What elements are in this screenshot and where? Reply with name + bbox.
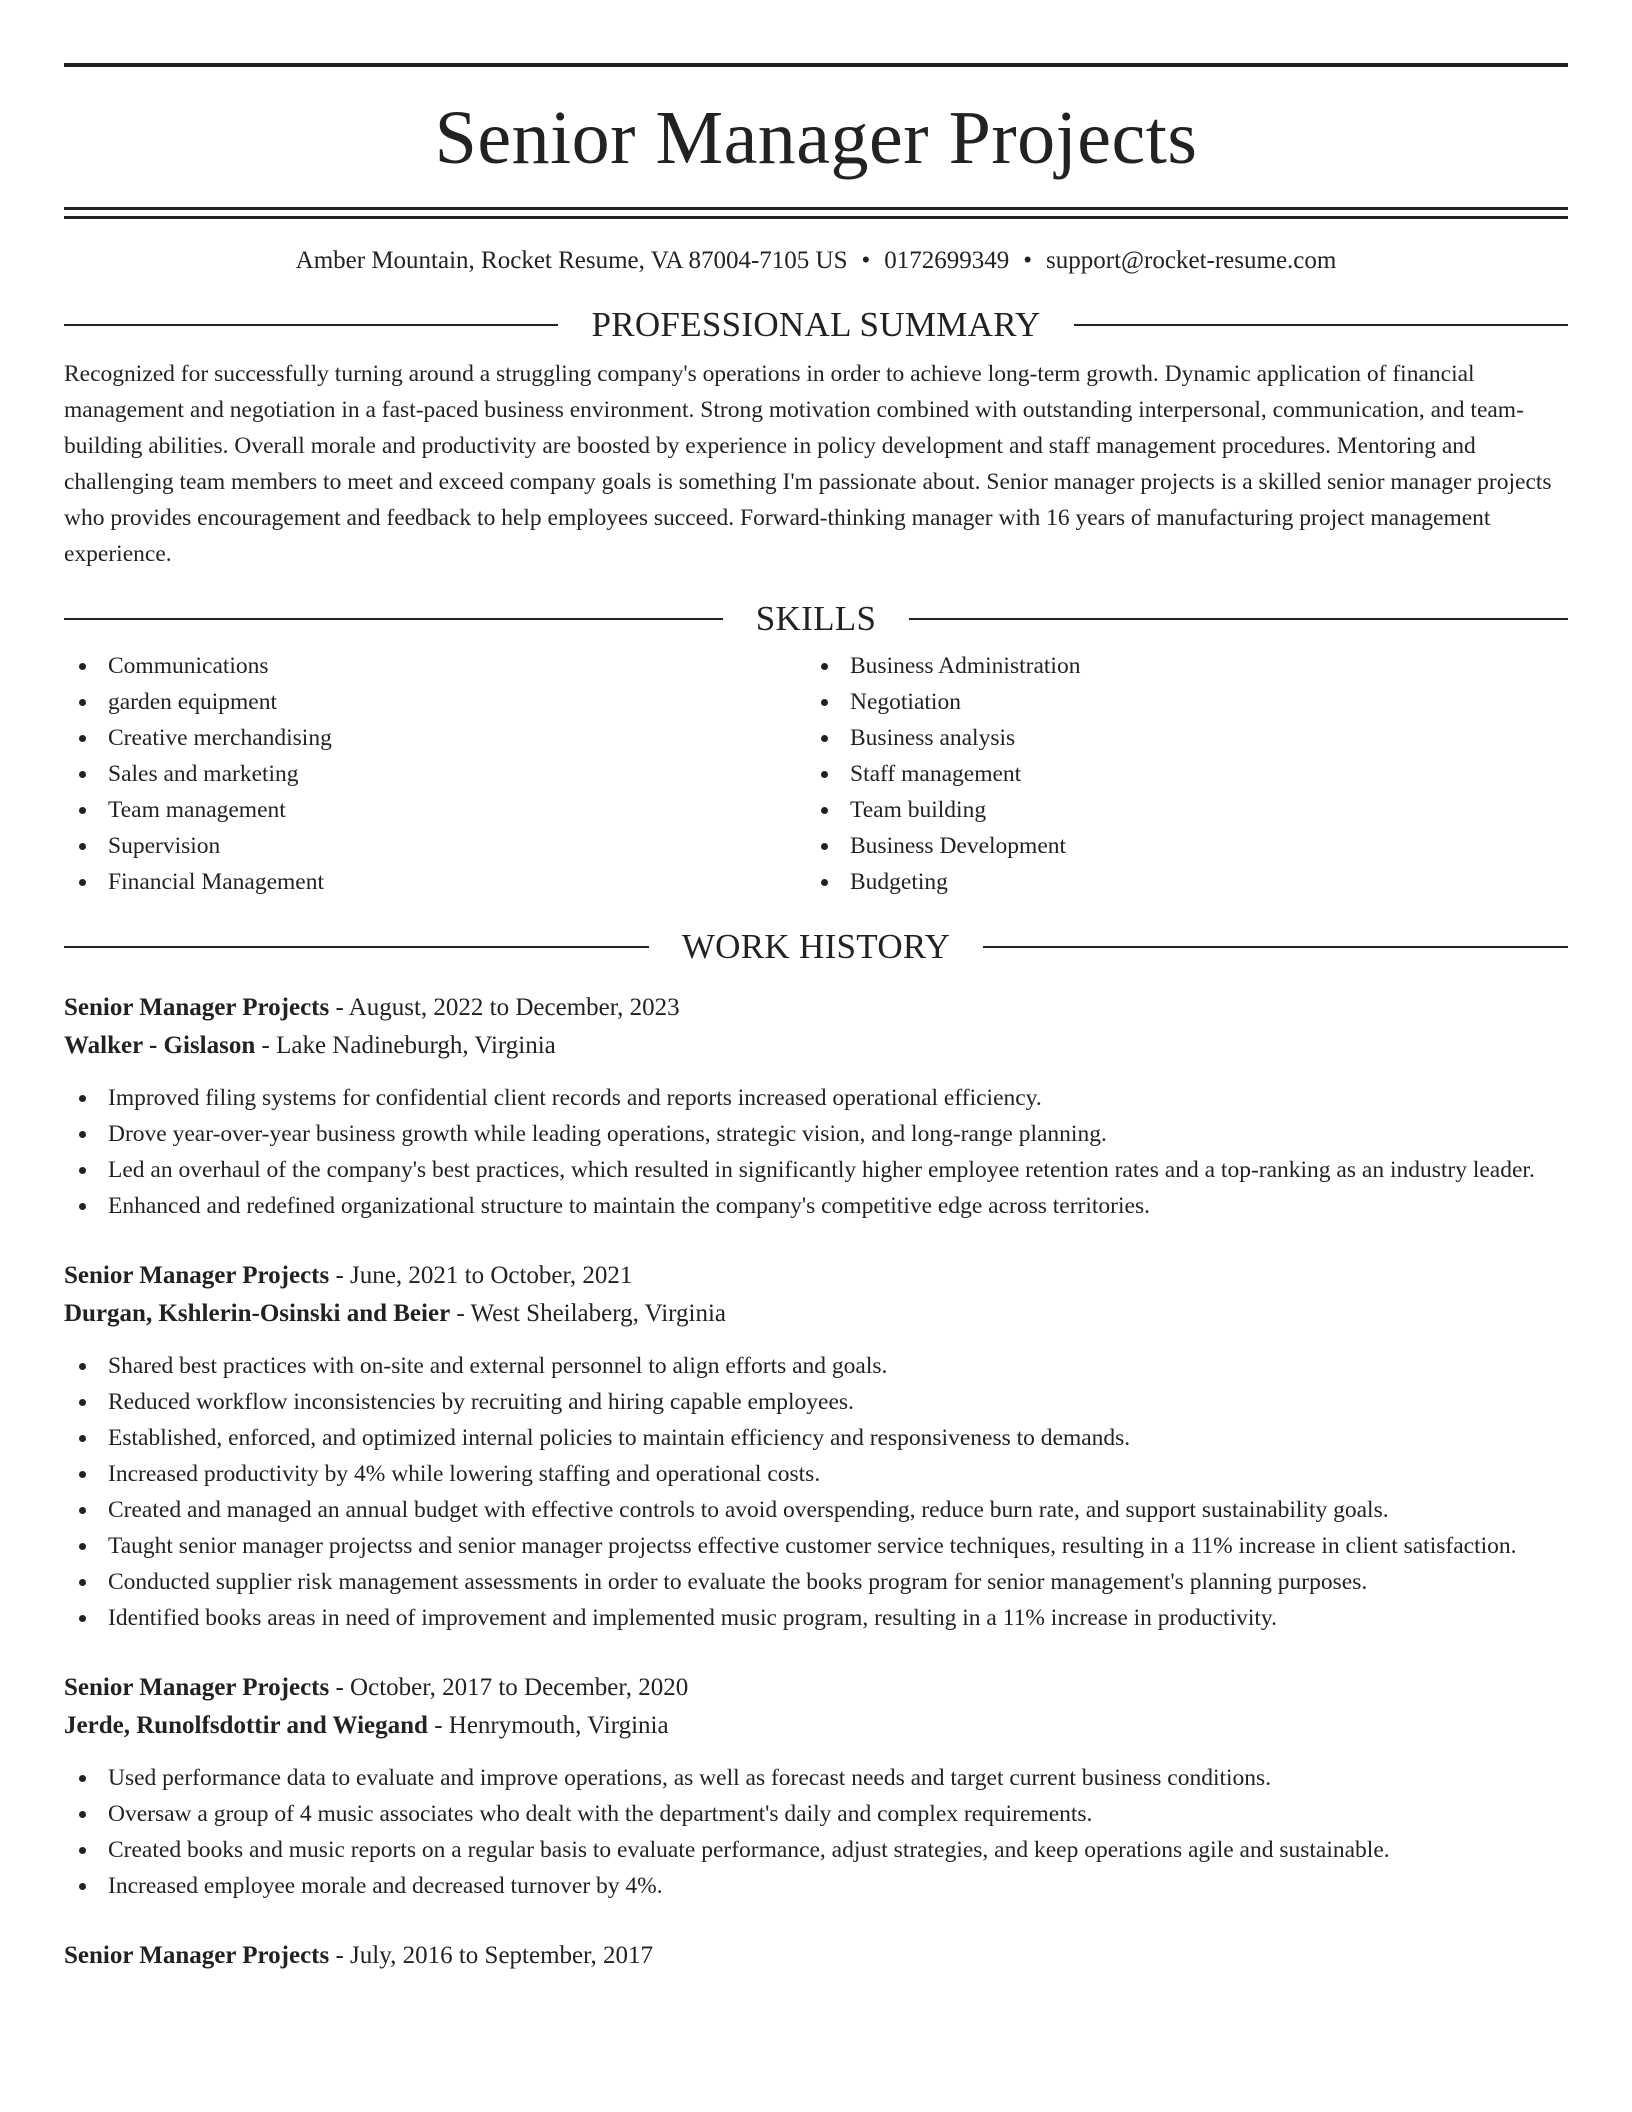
skill-item: Budgeting: [806, 864, 1548, 900]
job-dates: - October, 2017 to December, 2020: [329, 1674, 689, 1701]
skill-item: Staff management: [806, 756, 1548, 792]
summary-heading-text: PROFESSIONAL SUMMARY: [591, 305, 1041, 344]
heading-rule-left: [64, 618, 723, 620]
job-bullet: Increased productivity by 4% while lowering staffing and operational costs.: [64, 1456, 1568, 1492]
job-title: Senior Manager Projects: [64, 994, 330, 1021]
job-company: Walker - Gislason: [64, 1032, 256, 1059]
job-title-line: [64, 1937, 1568, 1975]
work-heading: [64, 927, 1568, 967]
job-title-line: [64, 1257, 1568, 1295]
heading-rule-right: [1074, 324, 1568, 326]
job-title: Senior Manager Projects: [64, 1262, 330, 1289]
job-bullets: [64, 1760, 1568, 1904]
job-title-line: [64, 989, 1568, 1027]
skills-heading-text: SKILLS: [755, 599, 877, 638]
skill-item: Sales and marketing: [64, 756, 806, 792]
work-heading-text: WORK HISTORY: [681, 927, 951, 966]
job-title-line: [64, 1669, 1568, 1707]
job-company-line: [64, 1295, 1568, 1333]
contact-address: Amber Mountain, Rocket Resume, VA 87004-7105 US: [295, 247, 848, 274]
job-company-line: [64, 1027, 1568, 1065]
skill-item: Team management: [64, 792, 806, 828]
skill-item: Communications: [64, 648, 806, 684]
skill-item: Creative merchandising: [64, 720, 806, 756]
skill-item: Team building: [806, 792, 1548, 828]
job-bullets: [64, 1348, 1568, 1636]
heading-rule-right: [983, 946, 1568, 948]
job-company: Jerde, Runolfsdottir and Wiegand: [64, 1712, 428, 1739]
job-bullet: Created books and music reports on a regular basis to evaluate performance, adjust strategies, and keep operations agile and sustainable.: [64, 1832, 1568, 1868]
contact-separator: •: [861, 247, 871, 274]
contact-line: [64, 246, 1568, 276]
heading-rule-left: [64, 946, 649, 948]
job-title: Senior Manager Projects: [64, 1674, 330, 1701]
job-entry: [64, 1937, 1568, 1975]
job-bullet: Increased employee morale and decreased turnover by 4%.: [64, 1868, 1568, 1904]
job-bullet: Shared best practices with on-site and external personnel to align efforts and goals.: [64, 1348, 1568, 1384]
job-bullet: Improved filing systems for confidential client records and reports increased operational efficiency.: [64, 1080, 1568, 1116]
job-bullet: Identified books areas in need of improvement and implemented music program, resulting in a 11% increase in productivity.: [64, 1600, 1568, 1636]
job-bullet: Drove year-over-year business growth while leading operations, strategic vision, and long-range planning.: [64, 1116, 1568, 1152]
skill-item: Business Administration: [806, 648, 1548, 684]
job-dates: - August, 2022 to December, 2023: [329, 994, 680, 1021]
contact-email[interactable]: support@rocket-resume.com: [1046, 247, 1337, 274]
job-location: - Lake Nadineburgh, Virginia: [255, 1032, 556, 1059]
job-entry: [64, 1669, 1568, 1904]
double-rule: [64, 207, 1568, 219]
job-bullets: [64, 1080, 1568, 1224]
skill-item: Financial Management: [64, 864, 806, 900]
skill-item: Negotiation: [806, 684, 1548, 720]
job-location: - West Sheilaberg, Virginia: [450, 1300, 727, 1327]
top-rule: [64, 63, 1568, 67]
resume-name: Senior Manager Projects: [434, 96, 1198, 180]
job-bullet: Oversaw a group of 4 music associates who dealt with the department's daily and complex requirements.: [64, 1796, 1568, 1832]
heading-rule-right: [909, 618, 1568, 620]
job-bullet: Created and managed an annual budget with effective controls to avoid overspending, reduce burn rate, and support sustainability goals.: [64, 1492, 1568, 1528]
job-entry: [64, 1257, 1568, 1636]
job-entry: [64, 989, 1568, 1224]
skill-item: garden equipment: [64, 684, 806, 720]
job-bullet: Conducted supplier risk management assessments in order to evaluate the books program for senior management's planning purposes.: [64, 1564, 1568, 1600]
job-dates: - June, 2021 to October, 2021: [329, 1262, 633, 1289]
contact-phone: 0172699349: [884, 247, 1010, 274]
job-bullet: Taught senior manager projectss and senior manager projectss effective customer service techniques, resulting in a 11% increase in client satisfaction.: [64, 1528, 1568, 1564]
job-title: Senior Manager Projects: [64, 1942, 330, 1969]
summary-heading: [64, 305, 1568, 345]
job-company: Durgan, Kshlerin-Osinski and Beier: [64, 1300, 451, 1327]
skills-list: [64, 648, 1568, 900]
skills-heading: [64, 599, 1568, 639]
job-bullet: Led an overhaul of the company's best practices, which resulted in significantly higher employee retention rates and a top-ranking as an industry leader.: [64, 1152, 1568, 1188]
resume-page: [64, 0, 1568, 1975]
job-location: - Henrymouth, Virginia: [427, 1712, 669, 1739]
skill-item: Business analysis: [806, 720, 1548, 756]
skill-item: Supervision: [64, 828, 806, 864]
job-dates: - July, 2016 to September, 2017: [329, 1942, 653, 1969]
skills-column-right: [806, 648, 1548, 900]
job-bullet: Used performance data to evaluate and improve operations, as well as forecast needs and target current business conditions.: [64, 1760, 1568, 1796]
skills-column-left: [64, 648, 806, 900]
skill-item: Business Development: [806, 828, 1548, 864]
summary-text: Recognized for successfully turning around a struggling company's operations in order to achieve long-term growth. Dynamic application of financial management and negotiation in a fast-paced business environment. Strong motivation combined with outstanding interpersonal, communication, and team-building abilities. Overall morale and productivity are boosted by experience in policy development and staff management procedures. Mentoring and challenging team members to meet and exceed company goals is something I'm passionate about. Senior manager projects is a skilled senior manager projects who provides encouragement and feedback to help employees succeed. Forward-thinking manager with 16 years of manufacturing project management experience.: [64, 361, 1552, 567]
job-company-line: [64, 1707, 1568, 1745]
job-bullet: Reduced workflow inconsistencies by recruiting and hiring capable employees.: [64, 1384, 1568, 1420]
heading-rule-left: [64, 324, 558, 326]
contact-separator: •: [1023, 247, 1033, 274]
job-bullet: Established, enforced, and optimized internal policies to maintain efficiency and responsiveness to demands.: [64, 1420, 1568, 1456]
job-bullet: Enhanced and redefined organizational structure to maintain the company's competitive edge across territories.: [64, 1188, 1568, 1224]
